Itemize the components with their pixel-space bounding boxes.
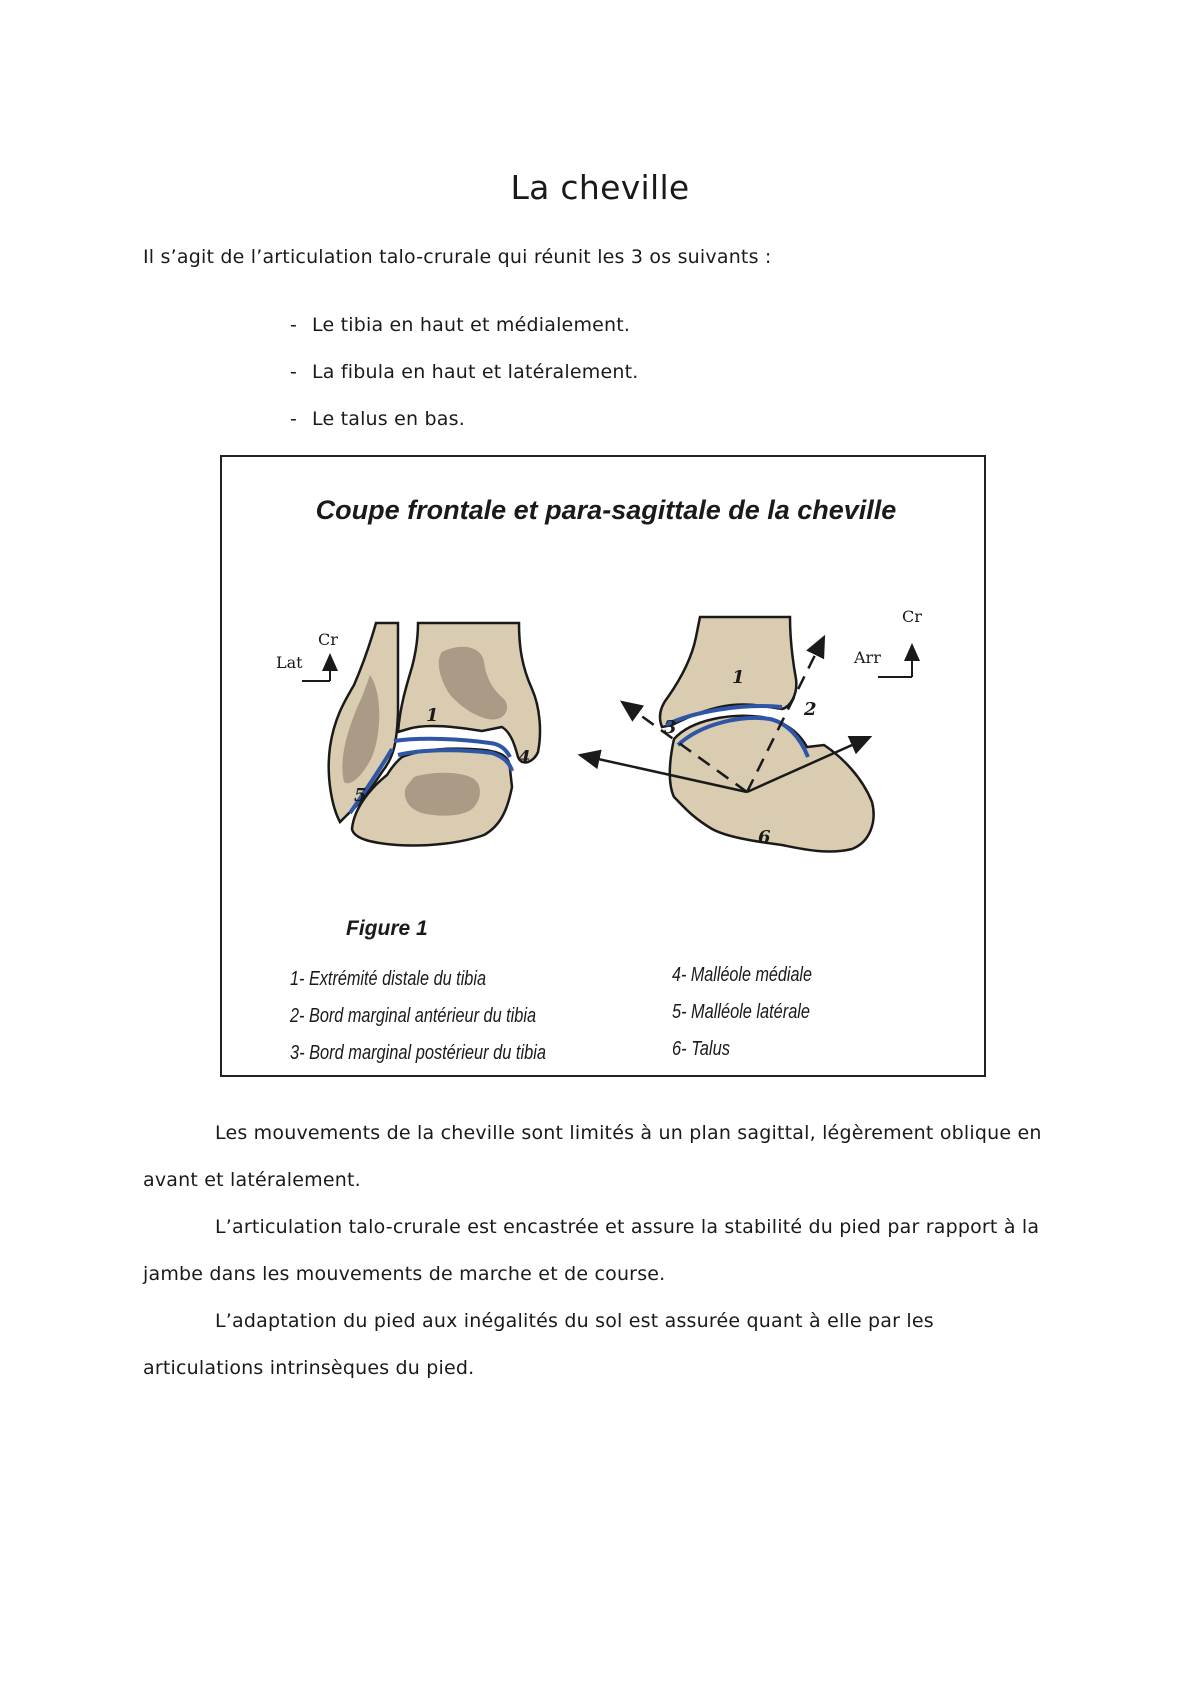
intro-text: Il s’agit de l’articulation talo-crurale qui réunit les 3 os suivants : [143,246,772,268]
label-1-sagittal: 1 [732,667,745,688]
bullet-dash: - [290,314,298,336]
label-1-frontal: 1 [426,705,439,726]
legend-item-4: 4- Malléole médiale [672,964,812,986]
bullet-dash: - [290,408,298,430]
label-2: 2 [804,699,817,720]
paragraph-adaptation [143,1298,1048,1392]
paragraph-line: articulations intrinsèques du pied. [143,1357,475,1379]
bone-list [290,314,638,455]
frontal-section [276,623,540,846]
legend-item-2: 2- Bord marginal antérieur du tibia [289,1005,536,1027]
axis-arr-label: Arr [854,648,881,667]
ankle-figure [220,455,986,1077]
list-item [290,408,638,455]
axis-cr-label: Cr [318,630,338,649]
axis-lat-label: Lat [276,653,303,672]
paragraph-movements [143,1110,1048,1204]
paragraph-line: avant et latéralement. [143,1169,361,1191]
figure-title: Coupe frontale et para-sagittale de la cheville [315,495,897,525]
axis-cr-label-right: Cr [902,607,922,626]
list-item [290,314,638,361]
legend-item-6: 6- Talus [672,1038,730,1060]
legend-item-1: 1- Extrémité distale du tibia [290,968,486,990]
paragraph-line: L’adaptation du pied aux inégalités du sol est assurée quant à elle par les [215,1310,934,1332]
sagittal-tibia [660,617,796,727]
sagittal-talus [670,716,874,852]
paragraph-line: jambe dans les mouvements de marche et de course. [143,1263,666,1285]
legend-item-3: 3- Bord marginal postérieur du tibia [290,1042,546,1064]
figure-caption: Figure 1 [346,917,428,940]
label-6: 6 [758,827,771,848]
list-item-text: La fibula en haut et latéralement. [312,361,639,383]
paragraph-stability [143,1204,1048,1298]
paragraph-line: Les mouvements de la cheville sont limités à un plan sagittal, légèrement oblique en [215,1122,1042,1144]
ankle-diagram [222,457,984,1075]
list-item-text: Le talus en bas. [312,408,465,430]
list-item-text: Le tibia en haut et médialement. [312,314,631,336]
legend-item-5: 5- Malléole latérale [672,1001,810,1023]
talus-marrow [405,773,480,816]
label-3: 3 [664,717,677,738]
list-item [290,361,638,408]
label-4: 4 [518,747,531,768]
sagittal-section [580,607,922,852]
label-5: 5 [354,785,367,806]
paragraph-line: L’articulation talo-crurale est encastrée et assure la stabilité du pied par rapport à la [215,1216,1040,1238]
page-title: La cheville [510,168,690,208]
bullet-dash: - [290,361,298,383]
